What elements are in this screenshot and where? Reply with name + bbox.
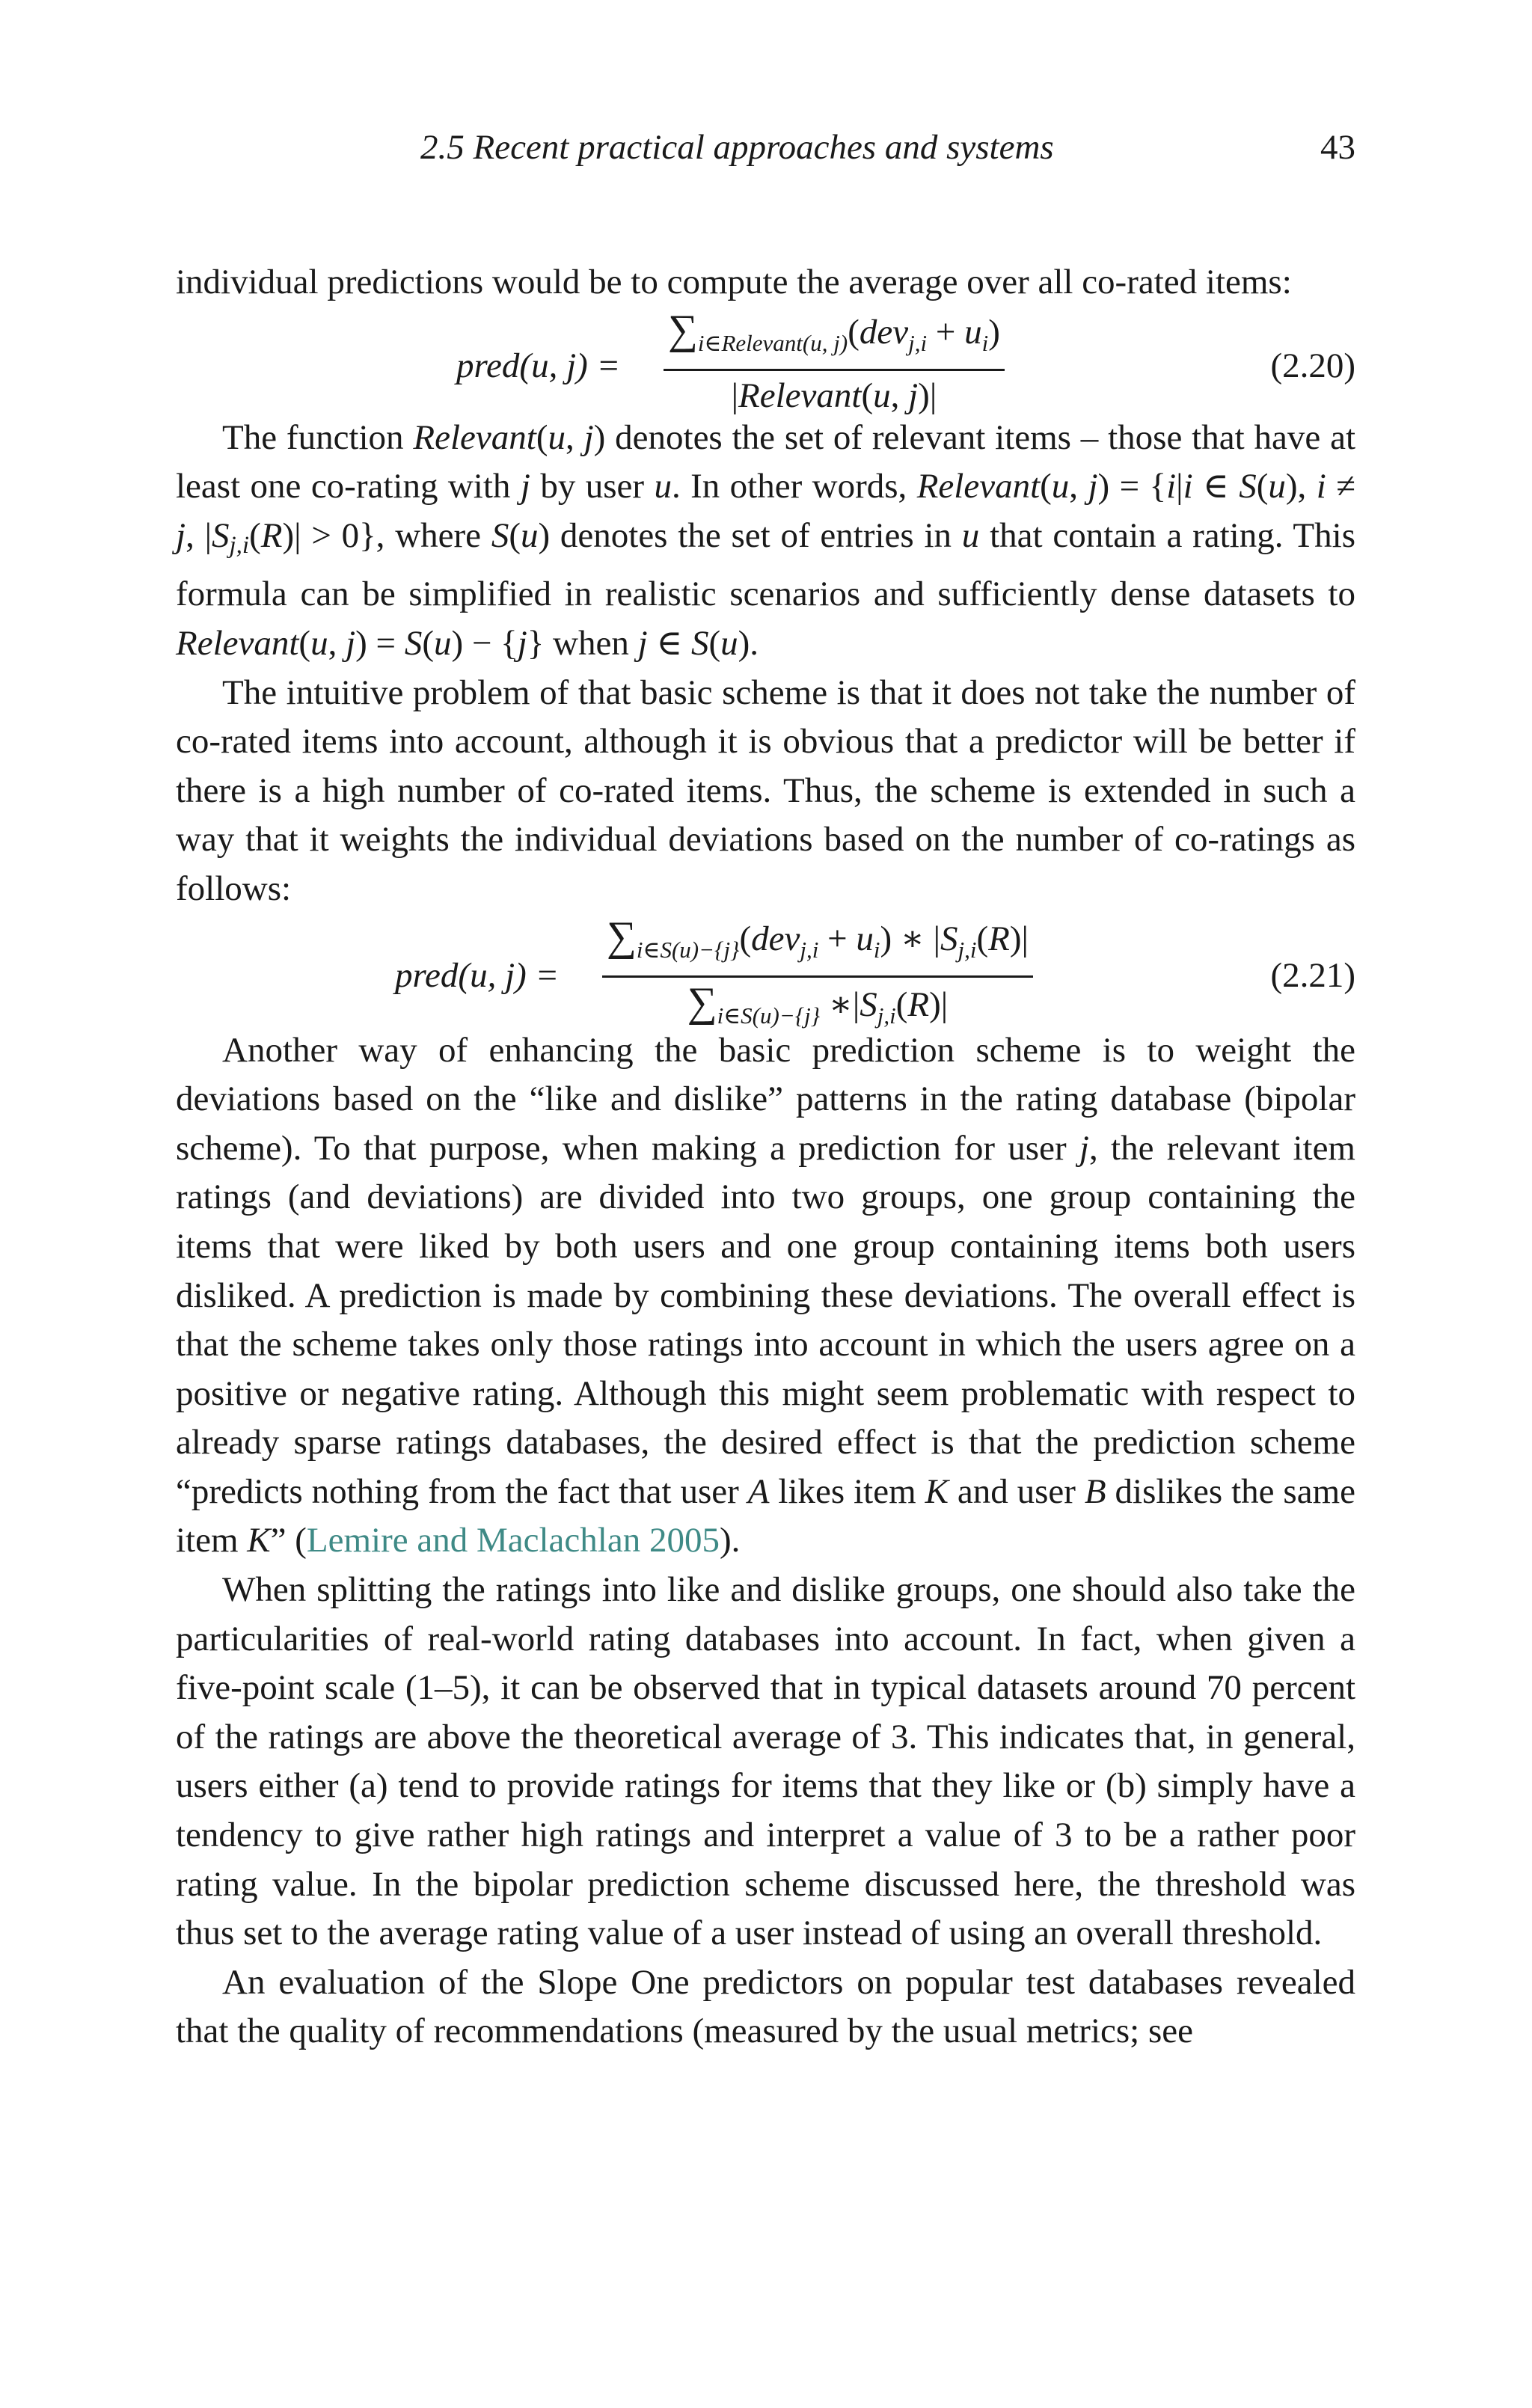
paragraph-relevant: The function Relevant(u, j) denotes the set of relevant items – those that have at least one co-rating with j by user u. In other words, Relevant(u, j) = {i|i ∈ S(u), i ≠ j, $|S_{j,i}(R)| > 0$}, where S(u) denotes the set of entries in u that contain a rating. This formula can be simplified in realistic scenarios and sufficiently dense datasets to Relevant(u, j) = S(u) − {j} when j ∈ S(u).	[176, 417, 1356, 663]
equation-lhs: pred(u, j) =	[395, 955, 560, 995]
paragraph-intro: individual predictions would be to compute the average over all co-rated items:	[176, 263, 1292, 301]
paragraph-thresholds: When splitting the ratings into like and dislike groups, one should also take the particularities of real-world rating databases into account. In fact, when given a five-point scale (1–5), it can be observed that in typical datasets around 70 percent of the ratings are above the theoretical average of 3. This indicates that, in general, users either (a) tend to provide ratings for items that they like or (b) simply have a tendency to give rather high ratings and interpret a value of 3 to be a rather poor rating value. In the bipolar prediction scheme discussed here, the threshold was thus set to the average rating value of a user instead of using an overall threshold.	[176, 1570, 1355, 1953]
equation-numerator: $\sum_{i\in Relevant(u, j)}(dev_{j,i} + u_i)$	[664, 307, 1005, 371]
equation-denominator: $\sum_{i\in S(u)-\{j\}}$ $∗|S_{j,i}(R)|$	[687, 978, 949, 1029]
paragraph-weighted: The intuitive problem of that basic scheme is that it does not take the number of co-rated items into account, although it is obvious that a predictor will be better if there is a high number of co-rated items. Thus, the scheme is extended in such a way that it weights the individual deviations based on the number of co-ratings as follows:	[176, 673, 1355, 908]
equation-lhs: pred(u, j) =	[456, 346, 621, 385]
section-title: 2.5 Recent practical approaches and systems	[420, 128, 1054, 167]
citation-link[interactable]: Lemire and Maclachlan 2005	[306, 1521, 720, 1560]
running-head	[176, 127, 1355, 172]
equation-denominator: |Relevant(u, j)|	[731, 376, 937, 415]
equation-number: (2.20)	[1270, 346, 1355, 385]
equation-number: (2.21)	[1270, 955, 1355, 995]
equation-numerator: $\sum_{i\in S(u)-\{j\}}(dev_{j,i} + u_i)$ ∗ $|S_{j,i}(R)|$	[602, 914, 1033, 978]
equation-fraction	[664, 307, 1005, 417]
equation-2-20	[176, 307, 1355, 414]
equation-fraction	[602, 914, 1033, 1038]
paragraph-evaluation: An evaluation of the Slope One predictors on popular test databases revealed that the quality of recommendations (measured by the usual metrics; see	[176, 1962, 1355, 2051]
paragraph-bipolar: Another way of enhancing the basic prediction scheme is to weight the deviations based on the “like and dislike” patterns in the rating database (bipolar scheme). To that purpose, when making a prediction for user j, the relevant item ratings (and deviations) are divided into two groups, one group containing the items that were liked by both users and one group containing items both users disliked. A prediction is made by combining these deviations. The overall effect is that the scheme takes only those ratings into account in which the users agree on a positive or negative rating. Although this might seem problematic with respect to already sparse ratings databases, the desired effect is that the prediction scheme “predicts nothing from the fact that user A likes item K and user B dislikes the same item K” (Lemire and Maclachlan 2005).	[176, 1030, 1355, 1560]
page-number: 43	[1320, 128, 1355, 167]
equation-2-21	[176, 913, 1355, 1029]
body-text	[176, 258, 1355, 2056]
